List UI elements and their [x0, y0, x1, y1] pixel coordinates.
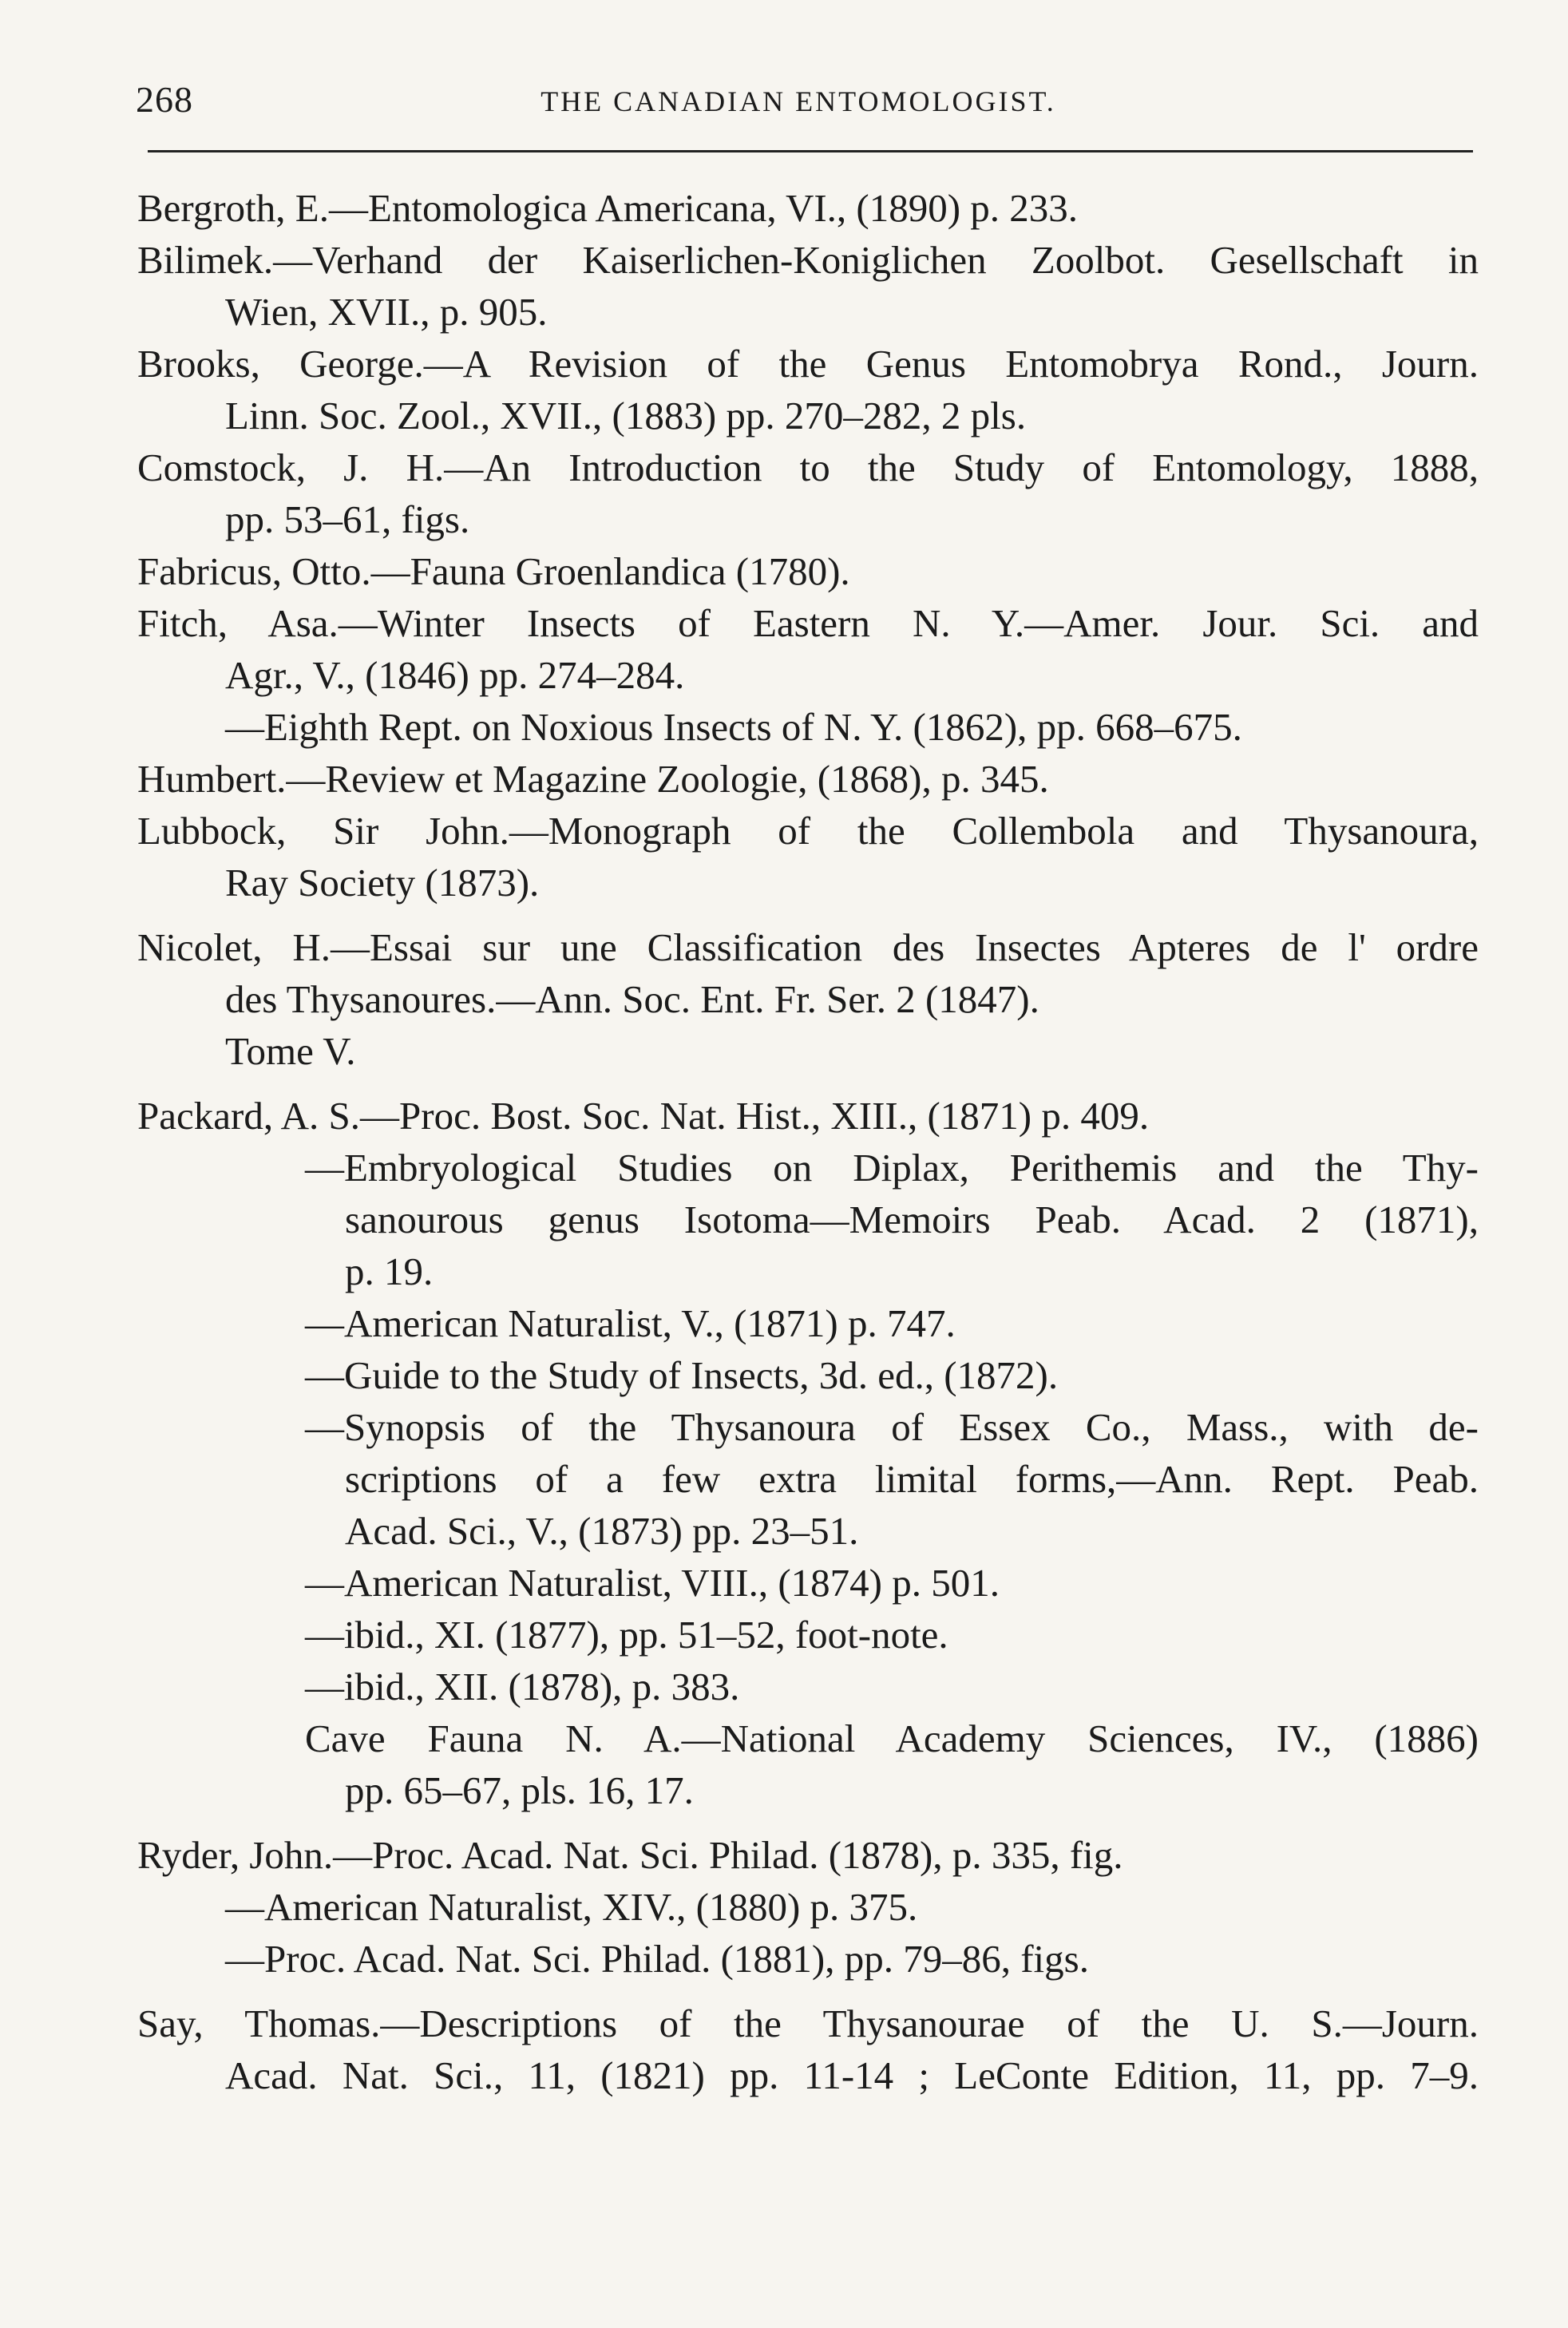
reference-entry [137, 921, 1479, 1077]
reference-line: Bergroth, E.—Entomologica Americana, VI., (1890) p. 233. [137, 186, 1079, 230]
reference-entry [137, 441, 1479, 545]
reference-entry [137, 182, 1479, 234]
reference-line: Cave Fauna N. A.—National Academy Sciences, IV., (1886) [305, 1716, 1479, 1760]
reference-entry [137, 1090, 1479, 1816]
reference-line: Humbert.—Review et Magazine Zoologie, (1868), p. 345. [137, 757, 1049, 801]
reference-line: p. 19. [345, 1249, 434, 1293]
reference-line: Fitch, Asa.—Winter Insects of Eastern N. Y.—Amer. Jour. Sci. and [137, 601, 1479, 645]
reference-entry [137, 753, 1479, 805]
reference-entry [137, 597, 1479, 753]
reference-line: —American Naturalist, VIII., (1874) p. 501. [305, 1561, 1000, 1605]
reference-line: des Thysanoures.—Ann. Soc. Ent. Fr. Ser. 2 (1847). [225, 977, 1039, 1021]
reference-entry [137, 338, 1479, 441]
reference-line: sanourous genus Isotoma—Memoirs Peab. Acad. 2 (1871), [345, 1198, 1479, 1241]
reference-line: pp. 53–61, figs. [225, 497, 470, 541]
reference-line: scriptions of a few extra limital forms,—Ann. Rept. Peab. [345, 1457, 1479, 1501]
page-header [136, 78, 1461, 126]
reference-line: Acad. Nat. Sci., 11, (1821) pp. 11-14 ; LeConte Edition, 11, pp. 7–9. [225, 2053, 1479, 2097]
reference-line: Wien, XVII., p. 905. [225, 290, 548, 334]
reference-line: —ibid., XII. (1878), p. 383. [305, 1665, 740, 1708]
reference-line: Linn. Soc. Zool., XVII., (1883) pp. 270–282, 2 pls. [225, 394, 1027, 437]
reference-entry [137, 234, 1479, 338]
reference-entry [137, 1829, 1479, 1985]
reference-entry [137, 545, 1479, 597]
reference-line: Comstock, J. H.—An Introduction to the Study of Entomology, 1888, [137, 445, 1479, 489]
reference-line: —American Naturalist, XIV., (1880) p. 375. [225, 1885, 918, 1929]
reference-line: Ryder, John.—Proc. Acad. Nat. Sci. Philad. (1878), p. 335, fig. [137, 1833, 1123, 1877]
reference-line: —Eighth Rept. on Noxious Insects of N. Y. (1862), pp. 668–675. [225, 705, 1242, 749]
reference-line: —Synopsis of the Thysanoura of Essex Co., Mass., with de- [305, 1405, 1479, 1449]
reference-line: Say, Thomas.—Descriptions of the Thysanourae of the U. S.—Journ. [137, 2001, 1479, 2045]
reference-line: Brooks, George.—A Revision of the Genus Entomobrya Rond., Journ. [137, 342, 1479, 386]
reference-line: Fabricus, Otto.—Fauna Groenlandica (1780). [137, 549, 850, 593]
reference-line: Acad. Sci., V., (1873) pp. 23–51. [345, 1509, 859, 1553]
reference-line: —Embryological Studies on Diplax, Perithemis and the Thy- [305, 1146, 1479, 1190]
reference-line: Lubbock, Sir John.—Monograph of the Collembola and Thysanoura, [137, 809, 1479, 853]
reference-line: Nicolet, H.—Essai sur une Classification des Insectes Apteres de l' ordre [137, 925, 1479, 969]
reference-line: Agr., V., (1846) pp. 274–284. [225, 653, 685, 697]
reference-line: Bilimek.—Verhand der Kaiserlichen-Koniglichen Zoolbot. Gesellschaft in [137, 238, 1479, 282]
running-head: THE CANADIAN ENTOMOLOGIST. [540, 85, 1056, 117]
header-rule [148, 150, 1473, 152]
reference-line: pp. 65–67, pls. 16, 17. [345, 1768, 694, 1812]
reference-line: Tome V. [225, 1029, 356, 1073]
reference-entry [137, 805, 1479, 909]
reference-entry [137, 1997, 1479, 2101]
reference-line: Ray Society (1873). [225, 861, 540, 905]
reference-line: Packard, A. S.—Proc. Bost. Soc. Nat. Hist., XIII., (1871) p. 409. [137, 1094, 1150, 1138]
page-number: 268 [136, 79, 193, 120]
reference-line: —Guide to the Study of Insects, 3d. ed., (1872). [305, 1353, 1059, 1397]
reference-list [137, 182, 1479, 2101]
reference-line: —ibid., XI. (1877), pp. 51–52, foot-note. [305, 1613, 948, 1657]
reference-line: —Proc. Acad. Nat. Sci. Philad. (1881), pp. 79–86, figs. [225, 1937, 1089, 1981]
reference-line: —American Naturalist, V., (1871) p. 747. [305, 1301, 956, 1345]
